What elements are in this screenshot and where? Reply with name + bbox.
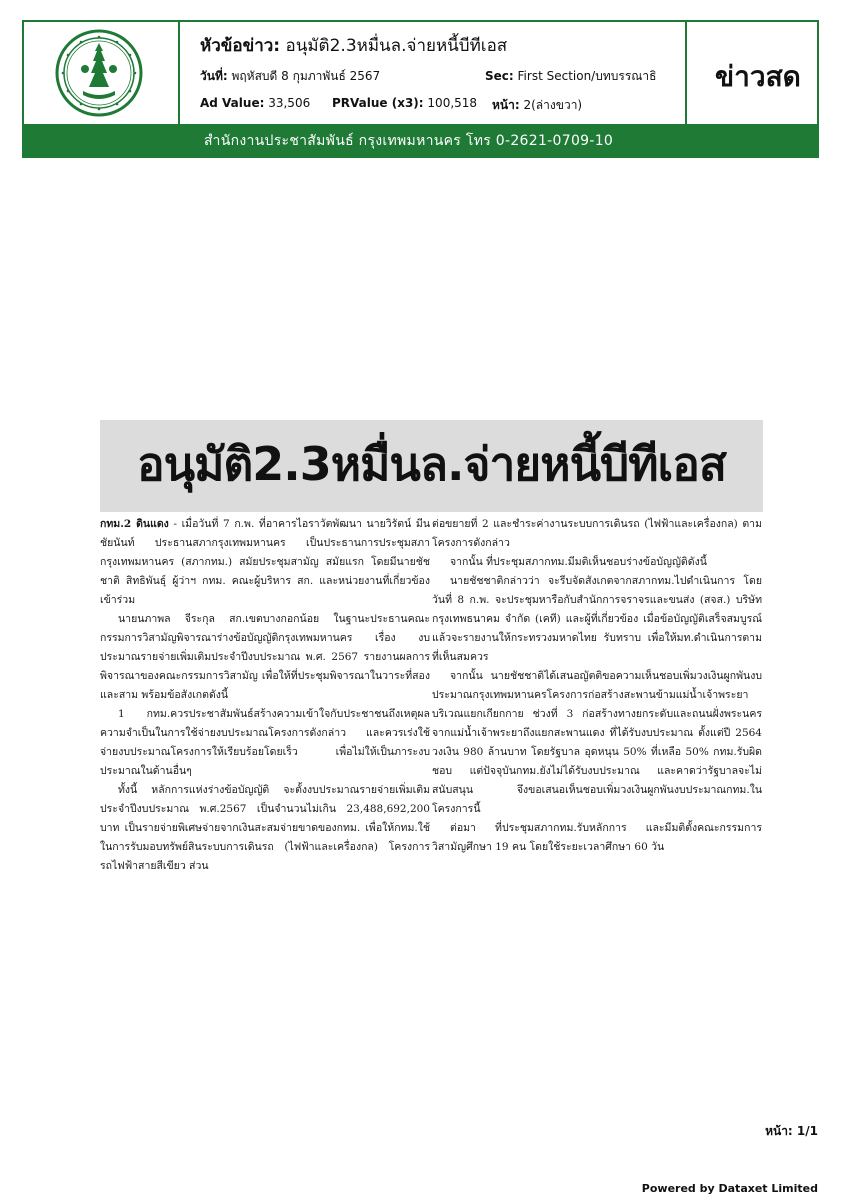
article-column-left xyxy=(100,515,430,876)
paragraph: 1 กทม.ควรประชาสัมพันธ์สร้างความเข้าใจกับประชาชนถึงเหตุผลความจำเป็นในการใช้จ่ายงบประมาณโครงการดังกล่าว และควรเร่งใช้จ่ายงบประมาณโครงการให้เรียบร้อยโดยเร็ว เพื่อไม่ให้เป็นภาระงบประมาณในด้านอื่นๆ xyxy=(100,708,430,777)
paragraph: นายนภาพล จีระกุล สก.เขตบางกอกน้อย ในฐานะประธานคณะกรรมการวิสามัญพิจารณาร่างข้อบัญญัติกรุงเทพมหานคร เรื่อง งบประมาณรายจ่ายเพิ่มเติมประจำปีงบประมาณ พ.ศ. 2567 รายงานผลการพิจารณาของคณะกรรมการวิสามัญ เพื่อให้ที่ประชุมพิจารณาในวาระที่สองและสาม พร้อมข้อสังเกตดังนี้ xyxy=(100,613,430,701)
date-value: พฤหัสบดี 8 กุมภาพันธ์ 2567 xyxy=(231,69,381,83)
paragraph: จากนั้น นายชัชชาติได้เสนอญัตติขอความเห็นชอบเพิ่มวงเงินผูกพันงบประมาณกรุงเทพมหานครโครงการก่อสร้างสะพานข้ามแม่น้ำเจ้าพระยา บริเวณแยกเกียกกาย ช่วงที่ 3 ก่อสร้างทางยกระดับและถนนฝั่งพระนครจากแม่น้ำเจ้าพระยาถึงแยกสะพานแดง ที่ได้รับงบประมาณ ตั้งแต่ปี 2564 วงเงิน 980 ล้านบาท โดยรัฐบาล อุดหนุน 50% ที่เหลือ 50% กทม.รับผิดชอบ แต่ปัจจุบันกทม.ยังไม่ได้รับงบประมาณ และคาดว่ารัฐบาลจะไม่สนับสนุน จึงขอเสนอเห็นชอบเพิ่มวงเงินผูกพันงบประมาณกทม.ในโครงการนี้ xyxy=(432,670,762,815)
section-value: First Section/บทบรรณาธิ xyxy=(517,69,657,83)
paragraph-text: - เมื่อวันที่ 7 ก.พ. ที่อาคารไอราวัตพัฒนา นายวิรัตน์ มีนชัยนันท์ ประธานสภากรุงเทพมหานคร เป็นประธานการประชุมสภากรุงเทพมหานคร (สภากทม.) สมัยประชุมสามัญ สมัยแรก โดยมีนายชัชชาติ สิทธิพันธุ์ ผู้ว่าฯ กทม. คณะผู้บริหาร สก. และหน่วยงานที่เกี่ยวข้อง เข้าร่วม xyxy=(100,518,430,606)
paragraph: ทั้งนี้ หลักการแห่งร่างข้อบัญญัติ จะตั้งงบประมาณรายจ่ายเพิ่มเติมประจำปีงบประมาณ พ.ศ.2567 เป็นจำนวนไม่เกิน 23,488,692,200 บาท เป็นรายจ่ายพิเศษจ่ายจากเงินสะสมจ่ายขาดของกทม. เพื่อให้กทม.ใช้ในการรับมอบทรัพย์สินระบบการเดินรถ (ไฟฟ้าและเครื่องกล) โครงการรถไฟฟ้าสายสีเขียว ส่วน xyxy=(100,784,430,872)
ad-value-row xyxy=(200,96,310,110)
article-column-right xyxy=(432,515,762,857)
ad-value: 33,506 xyxy=(268,96,311,110)
clipping-info xyxy=(180,22,687,124)
news-type-cell xyxy=(687,22,817,124)
news-type-label: ข่าวสด xyxy=(715,60,801,93)
page-number: หน้า: 1/1 xyxy=(765,1124,818,1138)
article-title: อนุมัติ2.3หมื่นล.จ่ายหนี้บีทีเอส xyxy=(137,437,726,491)
pr-value-row xyxy=(332,96,477,110)
headline-label: หัวข้อข่าว: xyxy=(200,36,281,56)
headline-row xyxy=(200,32,507,59)
paragraph: จากนั้น ที่ประชุมสภากทม.มีมติเห็นชอบร่างข้อบัญญัติดังนี้ xyxy=(450,556,707,568)
page-label: หน้า: xyxy=(492,98,520,112)
agency-banner xyxy=(24,124,817,156)
date-row xyxy=(200,67,380,86)
page-row xyxy=(492,96,582,115)
paragraph: ต่อมา ที่ประชุมสภากทม.รับหลักการ และมีมติตั้งคณะกรรมการวิสามัญศึกษา 19 คน โดยใช้ระยะเวลาศึกษา 60 วัน xyxy=(432,822,762,853)
headline-value: อนุมัติ2.3หมื่นล.จ่ายหนี้บีทีเอส xyxy=(285,36,508,56)
paragraph: ต่อขยายที่ 2 และชำระค่างานระบบการเดินรถ (ไฟฟ้าและเครื่องกล) ตามโครงการดังกล่าว xyxy=(432,518,762,549)
section-row xyxy=(485,67,656,86)
bangkok-seal-logo xyxy=(55,29,143,117)
paragraph xyxy=(100,515,430,610)
pr-value: 100,518 xyxy=(427,96,478,110)
page-value: 2(ล่างขวา) xyxy=(523,98,583,112)
logo-cell xyxy=(24,22,180,124)
clipping-header xyxy=(22,20,819,158)
pr-value-label: PRValue (x3): xyxy=(332,96,424,110)
powered-by: Powered by Dataxet Limited xyxy=(641,1182,818,1195)
byline: กทม.2 ดินแดง xyxy=(100,518,169,530)
date-label: วันที่: xyxy=(200,69,228,83)
section-label: Sec: xyxy=(485,69,514,83)
ad-value-label: Ad Value: xyxy=(200,96,265,110)
banner-text: สำนักงานประชาสัมพันธ์ กรุงเทพมหานคร โทร 0-2621-0709-10 xyxy=(204,133,614,149)
paragraph: นายชัชชาติกล่าวว่า จะรีบจัดสังเกตจากสภากทม.ไปดำเนินการ โดยวันที่ 8 ก.พ. จะประชุมหารือกับสำนักการจราจรและขนส่ง (สจส.) บริษัทกรุงเทพธนาคม จำกัด (เคที) และผู้ที่เกี่ยวข้อง เมื่อข้อบัญญัติเสร็จสมบูรณ์แล้วจะรายงานให้กระทรวงมหาดไทย รับทราบ เพื่อให้มท.ดำเนินการตามที่เห็นสมควร xyxy=(432,575,762,663)
article-title-box xyxy=(100,420,763,512)
